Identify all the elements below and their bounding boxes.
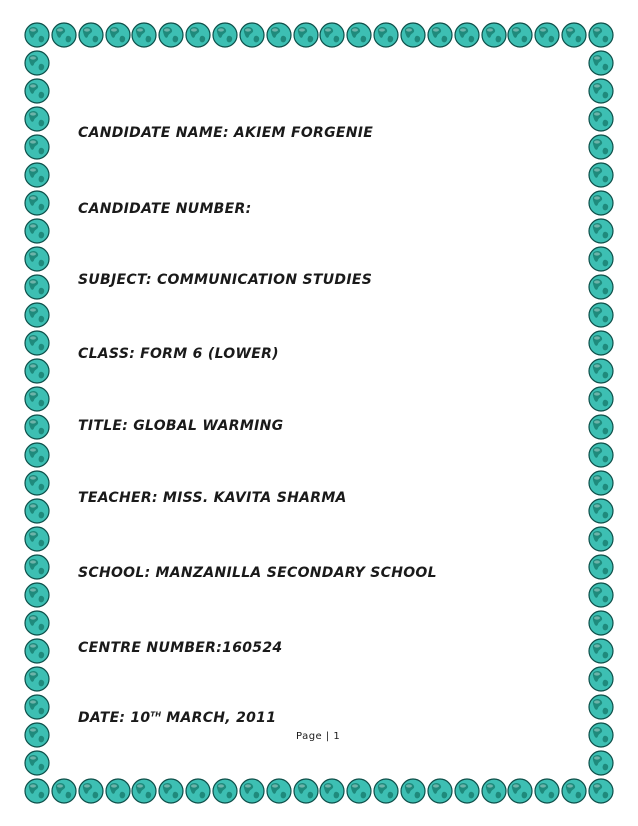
globe-icon: [346, 778, 372, 804]
globe-icon: [588, 22, 614, 48]
globe-icon: [427, 778, 453, 804]
globe-icon: [588, 246, 614, 272]
date-day: 10: [130, 710, 151, 726]
globe-icon: [319, 778, 345, 804]
school-label: SCHOOL:: [78, 565, 151, 581]
globe-icon: [588, 218, 614, 244]
globe-icon: [588, 302, 614, 328]
globe-icon: [293, 22, 319, 48]
candidate-number-label: CANDIDATE NUMBER:: [78, 201, 252, 217]
page-number: Page | 1: [296, 731, 341, 742]
globe-icon: [24, 274, 50, 300]
globe-icon: [588, 386, 614, 412]
class-label: CLASS:: [78, 346, 136, 362]
globe-icon: [24, 78, 50, 104]
globe-icon: [24, 218, 50, 244]
globe-icon: [588, 274, 614, 300]
globe-icon: [24, 330, 50, 356]
globe-icon: [24, 22, 50, 48]
globe-icon: [51, 22, 77, 48]
date-line: [78, 710, 276, 726]
globe-icon: [24, 134, 50, 160]
date-label: DATE:: [78, 710, 126, 726]
globe-icon: [588, 442, 614, 468]
globe-icon: [507, 22, 533, 48]
globe-icon: [400, 778, 426, 804]
globe-icon: [24, 162, 50, 188]
globe-icon: [24, 50, 50, 76]
title-value: GLOBAL WARMING: [133, 418, 284, 434]
globe-icon: [373, 778, 399, 804]
globe-icon: [24, 554, 50, 580]
date-day-suffix: TH: [150, 710, 162, 719]
candidate-name-line: [78, 125, 373, 141]
subject-label: SUBJECT:: [78, 272, 152, 288]
teacher-value: MISS. KAVITA SHARMA: [162, 490, 347, 506]
globe-icon: [346, 22, 372, 48]
globe-icon: [427, 22, 453, 48]
school-value: MANZANILLA SECONDARY SCHOOL: [155, 565, 437, 581]
globe-icon: [588, 526, 614, 552]
globe-icon: [319, 22, 345, 48]
globe-icon: [185, 778, 211, 804]
globe-icon: [24, 694, 50, 720]
centre-number-value: 160524: [222, 640, 283, 656]
globe-icon: [239, 22, 265, 48]
globe-icon: [588, 50, 614, 76]
globe-icon: [24, 386, 50, 412]
globe-icon: [24, 414, 50, 440]
candidate-number-line: [78, 201, 257, 217]
globe-icon: [588, 190, 614, 216]
globe-icon: [24, 638, 50, 664]
globe-icon: [24, 666, 50, 692]
class-line: [78, 346, 279, 362]
globe-icon: [588, 666, 614, 692]
globe-icon: [400, 22, 426, 48]
globe-icon: [24, 246, 50, 272]
globe-icon: [454, 778, 480, 804]
globe-icon: [24, 610, 50, 636]
globe-icon: [24, 722, 50, 748]
globe-icon: [185, 22, 211, 48]
class-value: FORM 6 (LOWER): [140, 346, 279, 362]
globe-icon: [131, 22, 157, 48]
globe-icon: [588, 106, 614, 132]
globe-icon: [51, 778, 77, 804]
teacher-label: TEACHER:: [78, 490, 158, 506]
globe-icon: [24, 498, 50, 524]
globe-icon: [561, 22, 587, 48]
globe-icon: [78, 778, 104, 804]
globe-icon: [534, 22, 560, 48]
globe-icon: [24, 470, 50, 496]
title-line: [78, 418, 283, 434]
globe-icon: [588, 330, 614, 356]
centre-number-line: [78, 640, 282, 656]
globe-icon: [561, 778, 587, 804]
globe-icon: [105, 22, 131, 48]
globe-icon: [588, 694, 614, 720]
globe-icon: [212, 778, 238, 804]
globe-icon: [588, 414, 614, 440]
title-label: TITLE:: [78, 418, 129, 434]
globe-icon: [588, 554, 614, 580]
globe-icon: [24, 582, 50, 608]
globe-icon: [588, 498, 614, 524]
globe-icon: [24, 190, 50, 216]
globe-icon: [24, 302, 50, 328]
globe-icon: [131, 778, 157, 804]
globe-icon: [507, 778, 533, 804]
globe-icon: [588, 134, 614, 160]
centre-number-label: CENTRE NUMBER:: [78, 640, 223, 656]
globe-icon: [266, 778, 292, 804]
globe-icon: [588, 750, 614, 776]
globe-icon: [158, 22, 184, 48]
globe-icon: [239, 778, 265, 804]
candidate-name-value: AKIEM FORGENIE: [233, 125, 374, 141]
globe-icon: [24, 442, 50, 468]
globe-icon: [24, 750, 50, 776]
globe-icon: [588, 470, 614, 496]
globe-icon: [293, 778, 319, 804]
globe-icon: [158, 778, 184, 804]
globe-icon: [266, 22, 292, 48]
globe-icon: [481, 778, 507, 804]
globe-icon: [24, 526, 50, 552]
globe-icon: [105, 778, 131, 804]
globe-icon: [373, 22, 399, 48]
globe-icon: [212, 22, 238, 48]
school-line: [78, 565, 437, 581]
globe-icon: [454, 22, 480, 48]
teacher-line: [78, 490, 347, 506]
globe-icon: [588, 358, 614, 384]
globe-icon: [24, 778, 50, 804]
globe-icon: [588, 162, 614, 188]
globe-icon: [588, 638, 614, 664]
subject-line: [78, 272, 372, 288]
subject-value: COMMUNICATION STUDIES: [156, 272, 373, 288]
globe-icon: [24, 358, 50, 384]
globe-icon: [588, 722, 614, 748]
globe-icon: [534, 778, 560, 804]
date-rest: MARCH, 2011: [166, 710, 277, 726]
globe-icon: [24, 106, 50, 132]
globe-icon: [588, 78, 614, 104]
globe-icon: [588, 778, 614, 804]
globe-icon: [588, 610, 614, 636]
candidate-name-label: CANDIDATE NAME:: [78, 125, 229, 141]
globe-icon: [588, 582, 614, 608]
globe-icon: [78, 22, 104, 48]
globe-icon: [481, 22, 507, 48]
